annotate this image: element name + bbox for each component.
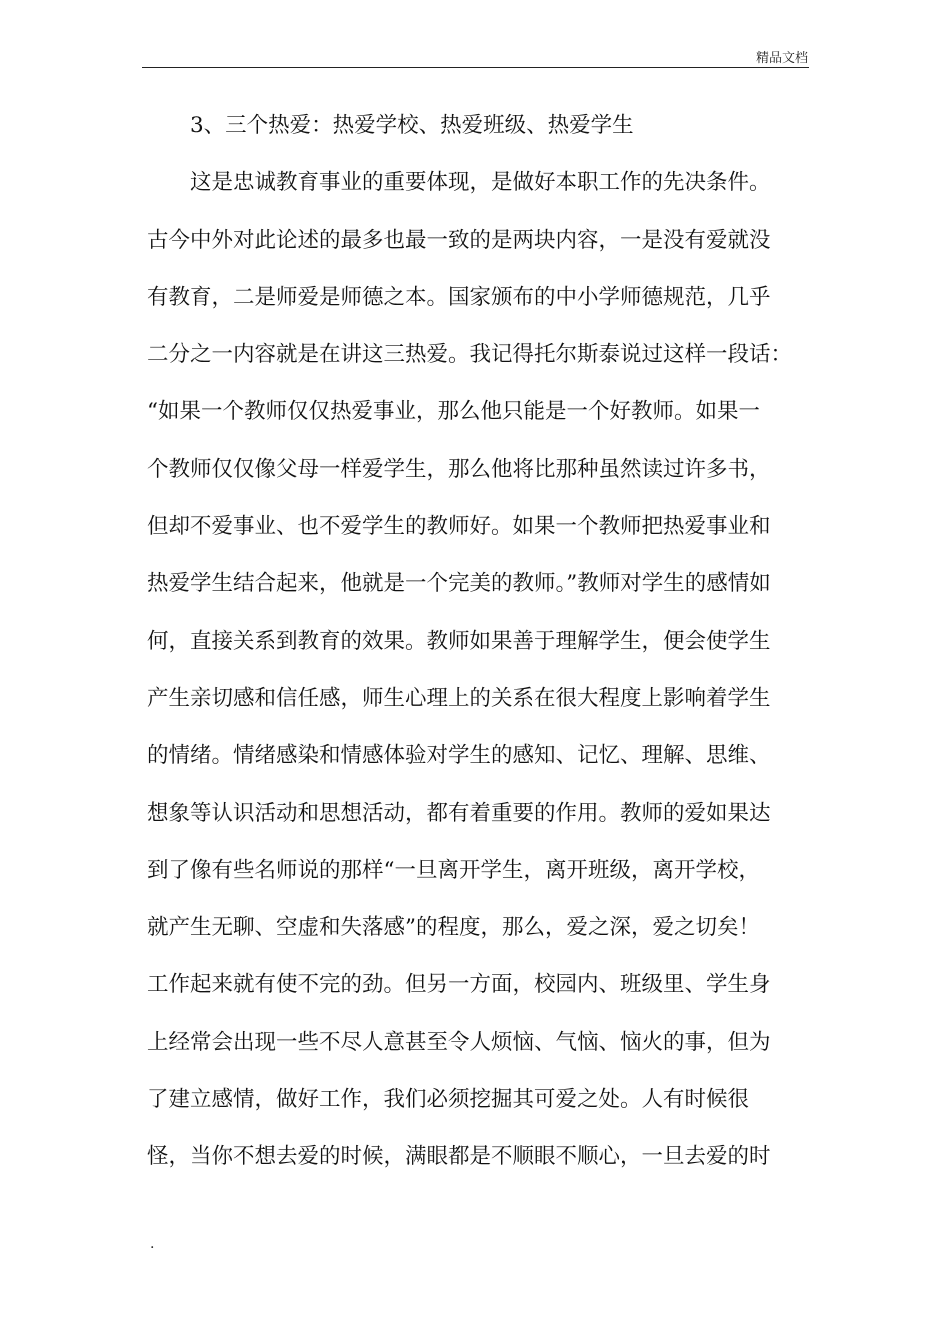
paragraph-line: 古今中外对此论述的最多也最一致的是两块内容，一是没有爱就没: [147, 227, 771, 253]
paragraph-line: 上经常会出现一些不尽人意甚至令人烦恼、气恼、恼火的事，但为: [147, 1029, 771, 1055]
header-divider: [142, 67, 809, 68]
paragraph-line: 怪，当你不想去爱的时候，满眼都是不顺眼不顺心，一旦去爱的时: [147, 1144, 771, 1170]
section-heading: 3、三个热爱：热爱学校、热爱班级、热爱学生: [190, 113, 634, 138]
paragraph-line: 热爱学生结合起来，他就是一个完美的教师。”教师对学生的感情如: [147, 571, 771, 597]
paragraph-line: 何，直接关系到教育的效果。教师如果善于理解学生，便会使学生: [147, 628, 771, 654]
paragraph-line: 有教育，二是师爱是师德之本。国家颁布的中小学师德规范，几乎: [147, 284, 771, 310]
paragraph-line: 这是忠诚教育事业的重要体现，是做好本职工作的先决条件。: [190, 170, 771, 196]
document-body: [147, 108, 807, 1197]
paragraph-line: 想象等认识活动和思想活动，都有着重要的作用。教师的爱如果达: [147, 800, 771, 826]
paragraph-line: 的情绪。情绪感染和情感体验对学生的感知、记忆、理解、思维、: [147, 743, 771, 769]
paragraph-line: 到了像有些名师说的那样“一旦离开学生，离开班级，离开学校，: [147, 857, 760, 883]
footer-mark: .: [150, 1236, 155, 1252]
paragraph-line: 产生亲切感和信任感，师生心理上的关系在很大程度上影响着学生: [147, 685, 771, 711]
paragraph-line: 就产生无聊、空虚和失落感”的程度，那么，爱之深，爱之切矣！: [147, 915, 760, 941]
paragraph-line: 了建立感情，做好工作，我们必须挖掘其可爱之处。人有时候很: [147, 1087, 750, 1113]
paragraph-line: 工作起来就有使不完的劲。但另一方面，校园内、班级里、学生身: [147, 972, 771, 998]
header-label: 精品文档: [755, 51, 808, 66]
paragraph-line: 个教师仅仅像父母一样爱学生，那么他将比那种虽然读过许多书，: [147, 456, 771, 482]
paragraph-line: 但却不爱事业、也不爱学生的教师好。如果一个教师把热爱事业和: [147, 514, 771, 540]
paragraph-line: 二分之一内容就是在讲这三热爱。我记得托尔斯泰说过这样一段话：: [147, 342, 793, 368]
paragraph-line: “如果一个教师仅仅热爱事业，那么他只能是一个好教师。如果一: [147, 399, 760, 425]
